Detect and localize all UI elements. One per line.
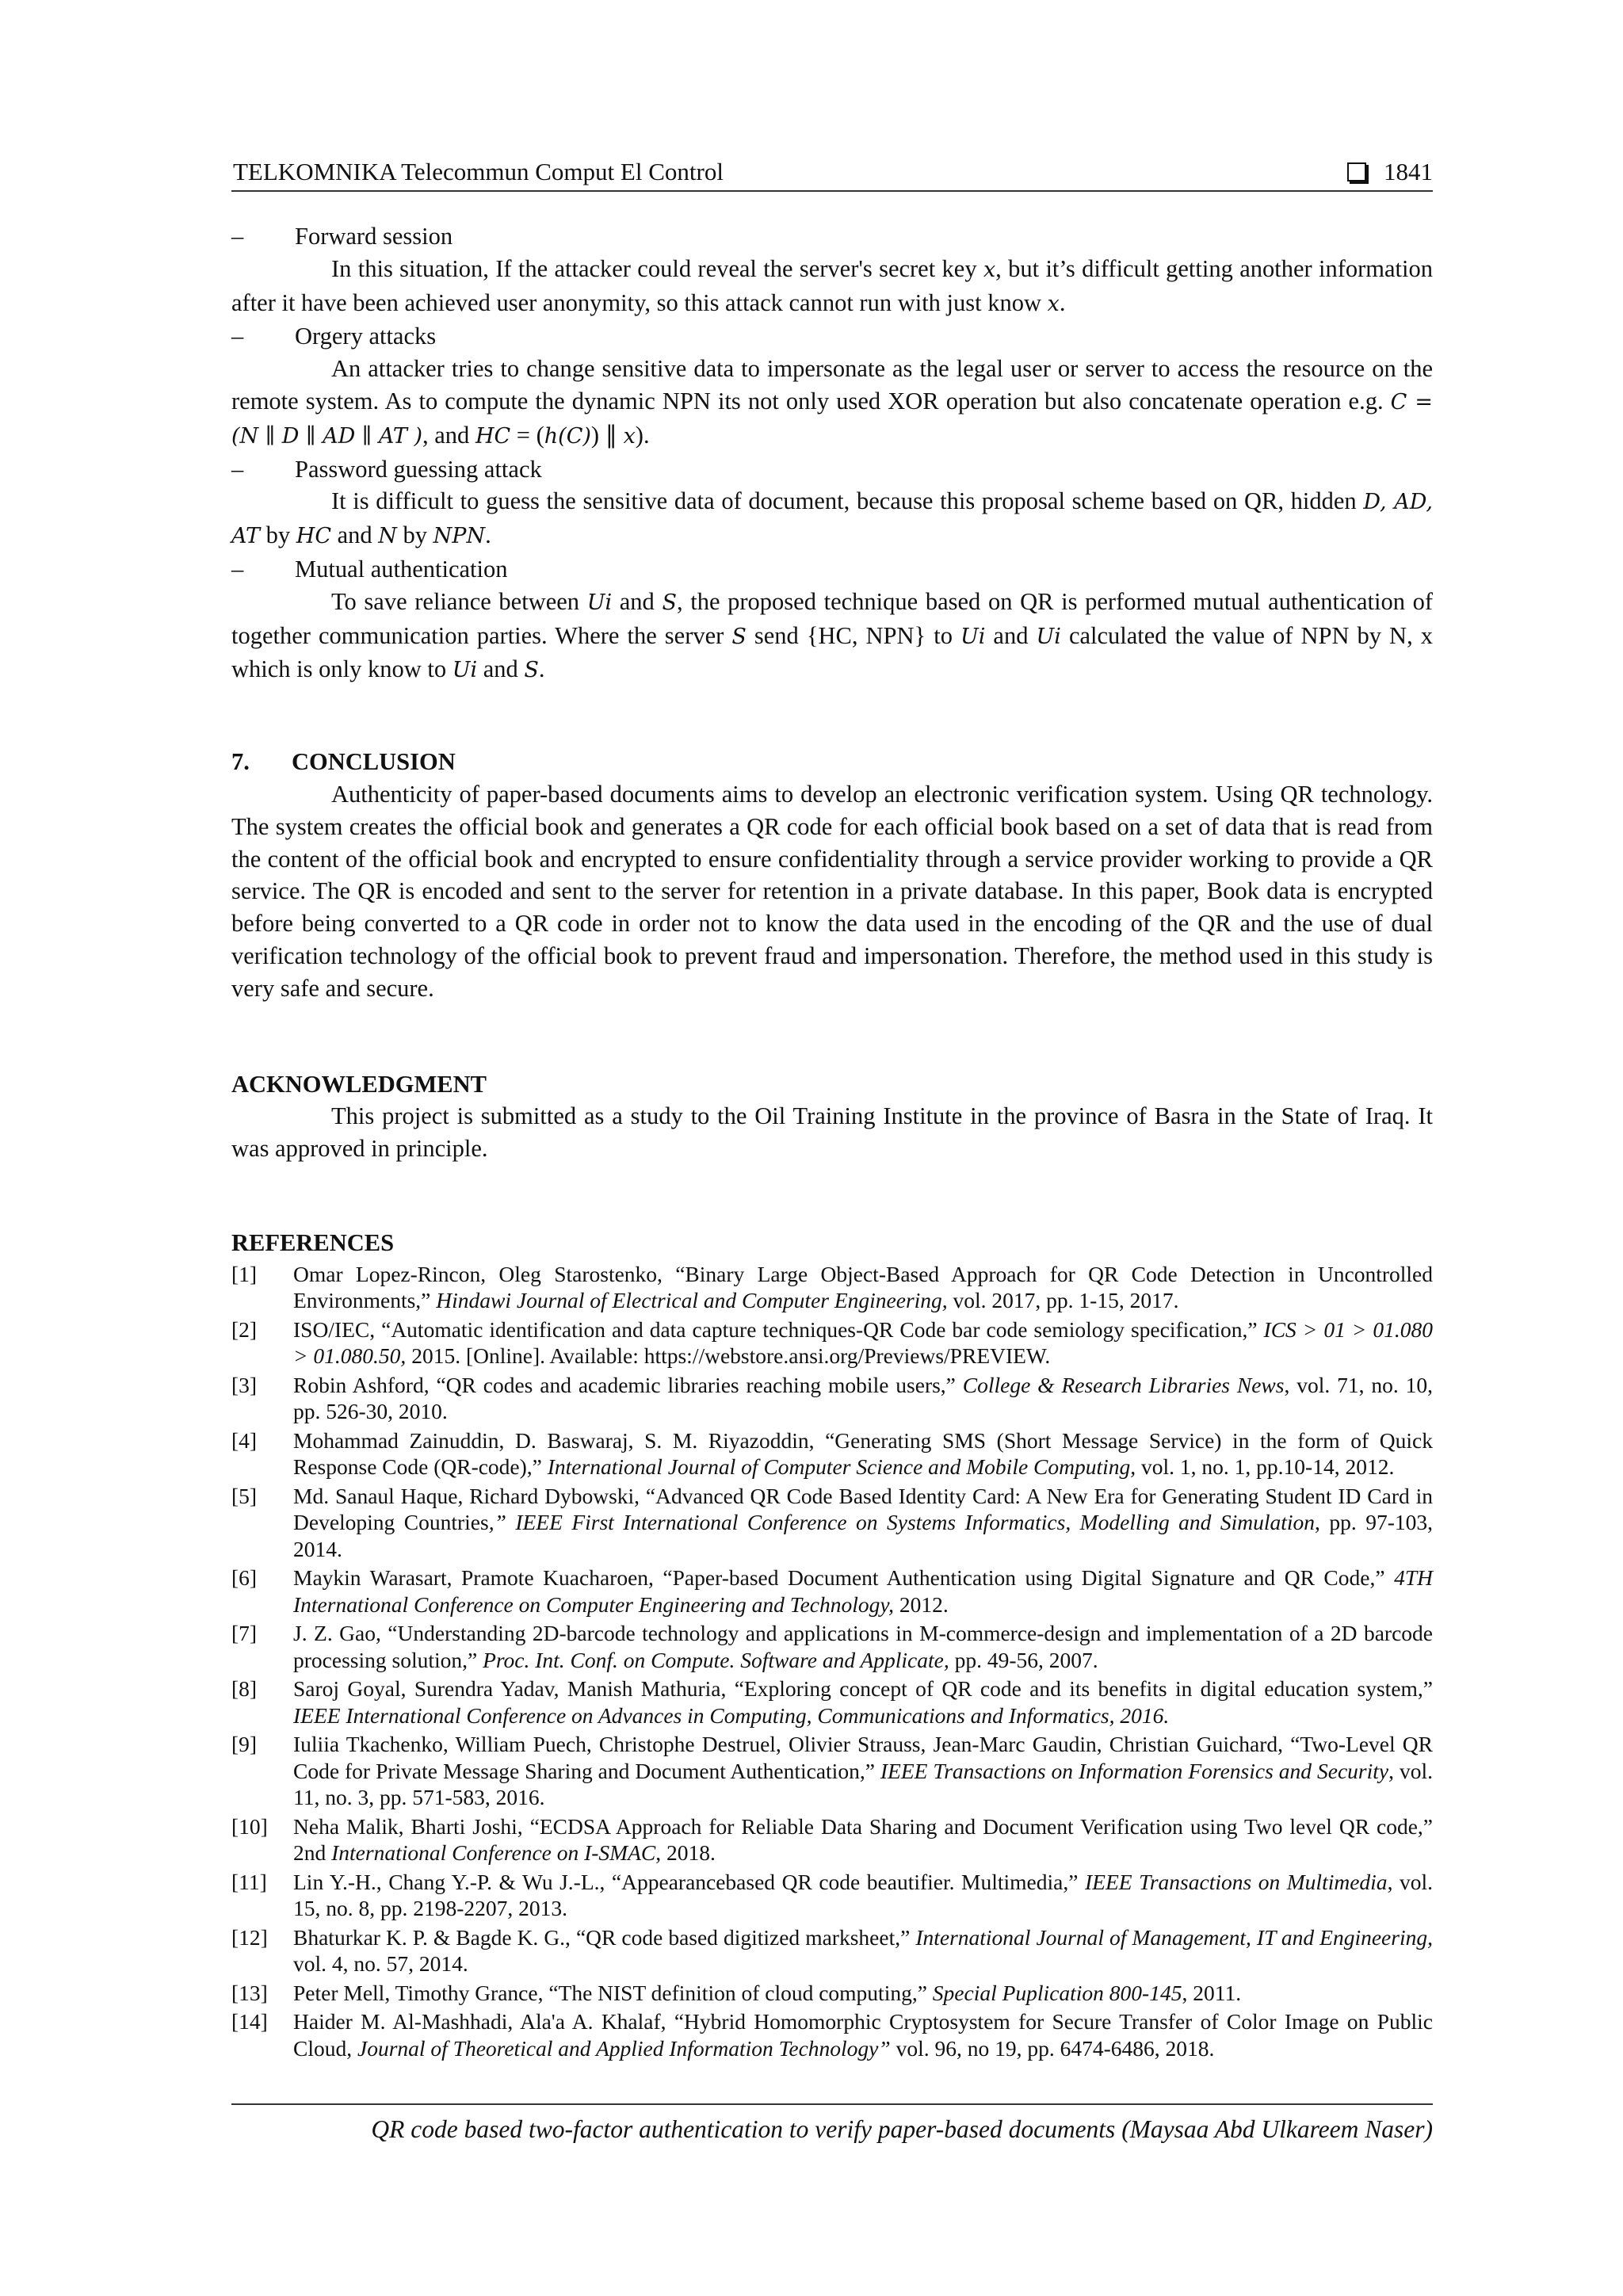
math-expression: h(C) [544,423,591,449]
reference-venue: Special Puplication 800-145 [932,1980,1182,2005]
reference-text [293,1980,1433,2006]
text-run: by [260,521,296,549]
math-var: Ui [452,658,478,683]
reference-venue: IEEE Transactions on Multimedia [1084,1869,1388,1894]
reference-authors-title: Mohammad Zainuddin, D. Baswaraj, S. M. Riyazoddin, “Generating SMS (Short Message Service) in the form of Quick Response Code (QR-code),” [293,1427,1433,1480]
reference-item [231,1924,1433,1977]
list-item-password-guessing [231,453,1433,486]
reference-number: [14] [231,2009,268,2034]
section-number: 7. [231,748,250,776]
reference-number: [2] [231,1316,258,1342]
math-var: x [983,257,996,282]
reference-venue: Proc. Int. Conf. on Compute. Software and Applicate, [483,1647,949,1672]
list-item-orgery-attacks [231,320,1433,353]
reference-venue: ICS > 01 > 01.080 > 01.080.50, [293,1316,1433,1369]
list-item-title: Orgery attacks [295,323,437,350]
reference-text [293,1620,1433,1673]
text-run: , and [422,421,475,449]
text-run: calculated the value of NPN by N, x which is only know to [231,621,1433,683]
text-run: . [485,521,491,549]
text-run: . [1059,288,1066,316]
text-run: It is difficult to guess the sensitive data of document, because this proposal scheme based on QR, hidden [331,487,1364,515]
reference-venue: Hindawi Journal of Electrical and Computer Engineering, [436,1288,948,1313]
text-run: ). [635,421,650,449]
math-var: HC [296,524,331,549]
journal-title: TELKOMNIKA Telecommun Comput El Control [233,158,724,185]
math-var: S [524,658,539,683]
reference-number: [7] [231,1621,258,1646]
reference-authors-title: Omar Lopez-Rincon, Oleg Starostenko, “Binary Large Object-Based Approach for QR Code Detection in Uncontrolled Environments,” [293,1261,1433,1313]
reference-number: [8] [231,1676,258,1702]
list-item-mutual-authentication [231,553,1433,586]
reference-item [231,1427,1433,1480]
page-number-group [1347,154,1433,190]
reference-venue: International Conference on I-SMAC [331,1839,656,1865]
text-run: , the proposed technique based on QR is performed mutual authentication of together communication parties. Where the server [231,587,1434,649]
reference-list [231,1261,1433,2061]
page-number: 1841 [1384,158,1433,185]
section-title: CONCLUSION [292,748,456,776]
reference-details: , vol. 15, no. 8, pp. 2198-2207, 2013. [293,1869,1433,1920]
paragraph-orgery-attacks [231,353,1433,453]
reference-number: [9] [231,1732,258,1757]
reference-text [293,1261,1433,1314]
list-item-forward-session [231,220,1433,253]
reference-item [231,1675,1433,1729]
reference-number: [10] [231,1813,268,1839]
reference-authors-title: Iuliia Tkachenko, William Puech, Christophe Destruel, Olivier Strauss, Jean-Marc Gaudin, Christian Guichard, “Two-Level QR Code for Private Message Sharing and Document Authentication,” [293,1732,1433,1783]
reference-details: , 2018. [655,1839,716,1865]
section-heading-conclusion [231,746,1433,778]
running-footer: QR code based two-factor authentication to verify paper-based documents (Maysaa Abd Ulkareem Naser) [231,2103,1433,2148]
text-run: and [612,587,663,615]
reference-text [293,1869,1433,1922]
reference-details: vol. 2017, pp. 1-15, 2017. [947,1288,1179,1313]
reference-venue: International Journal of Management, IT and Engineering, [915,1924,1433,1950]
list-item-title: Forward session [295,223,453,250]
reference-item [231,1731,1433,1810]
reference-number: [1] [231,1261,258,1286]
reference-number: [3] [231,1372,258,1397]
reference-authors-title: Saroj Goyal, Surendra Yadav, Manish Mathuria, “Exploring concept of QR code and its benefits in digital education system,” [293,1676,1433,1702]
text-run: An attacker tries to change sensitive data to impersonate as the legal user or server to access the resource on the remote system. As to compute the dynamic NPN its not only used XOR operation but also concatenate operation e.g. [231,355,1433,415]
math-var: x [1047,291,1060,316]
reference-item [231,1564,1433,1618]
reference-details: vol. 1, no. 1, pp.10-14, 2012. [1136,1454,1395,1480]
reference-details: vol. 96, no 19, pp. 6474-6486, 2018. [890,2035,1215,2061]
math-var: Ui [960,624,986,649]
reference-number: [6] [231,1565,258,1591]
math-expression: C = (N ∥ D ∥ AD ∥ AT ) [231,389,1433,449]
reference-details: 2015. [Online]. Available: https://webstore.ansi.org/Previews/PREVIEW. [406,1343,1051,1369]
reference-details: 2012. [893,1591,949,1617]
reference-number: [13] [231,1980,268,2005]
text-run: send {HC, NPN} to [746,621,960,649]
reference-item [231,1316,1433,1370]
paragraph-password-guessing [231,485,1433,553]
reference-venue: International Journal of Computer Science and Mobile Computing, [547,1454,1136,1480]
reference-number: [5] [231,1483,258,1508]
reference-item [231,1620,1433,1673]
reference-venue: 4TH International Conference on Computer Engineering and Technology, [293,1565,1433,1617]
paragraph-mutual-authentication [231,586,1433,687]
reference-authors-title: Neha Malik, Bharti Joshi, “ECDSA Approach for Reliable Data Sharing and Document Verification using Two level QR code,” 2nd [293,1813,1433,1865]
reference-item [231,1372,1433,1425]
dash-bullet: – [231,555,244,583]
text-run: , but it’s difficult getting another information after it have been achieved user anonymity, so this attack cannot run with just know [231,254,1433,316]
dash-bullet: – [231,323,244,350]
reference-number: [12] [231,1924,268,1950]
reference-details: vol. 4, no. 57, 2014. [293,1950,468,1976]
square-bullet-icon [1347,162,1366,181]
reference-details: , vol. 11, no. 3, pp. 571-583, 2016. [293,1758,1433,1809]
reference-authors-title: Robin Ashford, “QR codes and academic libraries reaching mobile users,” [293,1372,963,1397]
reference-text [293,2008,1433,2061]
reference-authors-title: ISO/IEC, “Automatic identification and data capture techniques-QR Code bar code semiology specification,” [293,1316,1264,1342]
paragraph-forward-session [231,253,1433,321]
reference-venue: IEEE Transactions on Information Forensics and Security [880,1758,1389,1783]
running-header [231,154,1433,192]
text-run: To save reliance between [331,587,587,615]
list-item-title: Password guessing attack [295,455,542,483]
reference-venue: Journal of Theoretical and Applied Information Technology” [357,2035,891,2061]
math-var: Ui [1036,624,1061,649]
reference-venue: IEEE International Conference on Advances in Computing, Communications and Informatics, 2016. [293,1702,1170,1728]
paragraph-acknowledgment: This project is submitted as a study to the Oil Training Institute in the province of Basra in the State of Iraq. It was approved in principle. [231,1102,1433,1163]
reference-text [293,1483,1433,1562]
dash-bullet: – [231,455,244,483]
reference-number: [4] [231,1427,258,1453]
math-var: NPN [433,524,486,549]
text-run: In this situation, If the attacker could reveal the server's secret key [331,254,983,282]
reference-details: , pp. 97-103, 2014. [293,1510,1433,1561]
dash-bullet: – [231,223,244,250]
reference-authors-title: Lin Y.-H., Chang Y.-P. & Wu J.-L., “Appearancebased QR code beautifier. Multimedia,” [293,1869,1085,1894]
reference-item [231,1813,1433,1866]
reference-authors-title: Bhaturkar K. P. & Bagde K. G., “QR code based digitized marksheet,” [293,1924,916,1950]
reference-details: pp. 49-56, 2007. [949,1647,1098,1672]
page-body [231,220,1433,2064]
reference-text [293,1675,1433,1729]
reference-text [293,1924,1433,1977]
reference-authors-title: Maykin Warasart, Pramote Kuacharoen, “Paper-based Document Authentication using Digital Signature and QR Code,” [293,1565,1395,1591]
reference-venue: College & Research Libraries News [962,1372,1285,1397]
math-var: HC [475,423,511,449]
math-var: Ui [586,590,613,615]
math-var: D, AD, AT [231,490,1434,549]
text-run: ) ∥ [590,421,624,449]
reference-text [293,1564,1433,1618]
reference-authors-title: Haider M. Al-Mashhadi, Ala'a A. Khalaf, “Hybrid Homomorphic Cryptosystem for Secure Transfer of Color Image on Public Cloud, [293,2009,1433,2061]
math-var: S [662,590,677,615]
reference-item [231,1483,1433,1562]
reference-item [231,1261,1433,1314]
reference-text [293,1813,1433,1866]
math-var: x [623,423,636,449]
reference-text [293,1372,1433,1425]
text-run: and [477,655,525,683]
reference-details: , 2011. [1182,1980,1242,2005]
text-run: . [538,655,545,683]
reference-details: , vol. 71, no. 10, pp. 526-30, 2010. [293,1372,1434,1424]
reference-authors-title: Md. Sanaul Haque, Richard Dybowski, “Advanced QR Code Based Identity Card: A New Era for Generating Student ID Card in Developing Countries [293,1483,1433,1535]
reference-authors-title: J. Z. Gao, “Understanding 2D-barcode technology and applications in M-commerce-design and implementation of a 2D barcode processing solution,” [293,1621,1433,1672]
text-run: = ( [510,421,544,449]
text-run: and [985,621,1037,649]
reference-item [231,1980,1433,2006]
reference-authors-title: Peter Mell, Timothy Grance, “The NIST definition of cloud computing,” [293,1980,933,2005]
section-heading-references: REFERENCES [231,1228,395,1256]
reference-text [293,1316,1433,1370]
text-run: and [331,521,379,549]
list-item-title: Mutual authentication [295,555,508,583]
reference-item [231,1869,1433,1922]
section-heading-acknowledgment: ACKNOWLEDGMENT [231,1070,487,1098]
reference-text [293,1731,1433,1810]
text-run: by [396,521,433,549]
reference-venue: ,” IEEE First International Conference on Systems Informatics, Modelling and Simulation [488,1510,1316,1535]
math-var: N [378,524,397,549]
math-var: S [731,624,747,649]
paragraph-conclusion: Authenticity of paper-based documents aims to develop an electronic verification system. Using QR technology. The system creates the official book and generates a QR code for each official book based on a set of data that is read from the content of the official book and encrypted to ensure confidentiality through a service provider working to provide a QR service. The QR is encoded and sent to the server for retention in a private database. In this paper, Book data is encrypted before being converted to a QR code in order not to know the data used in the encoding of the QR and the use of dual verification technology of the official book to prevent fraud and impersonation. Therefore, the method used in this study is very safe and secure. [231,780,1433,1002]
reference-text [293,1427,1433,1480]
reference-number: [11] [231,1869,267,1894]
reference-item [231,2008,1433,2061]
